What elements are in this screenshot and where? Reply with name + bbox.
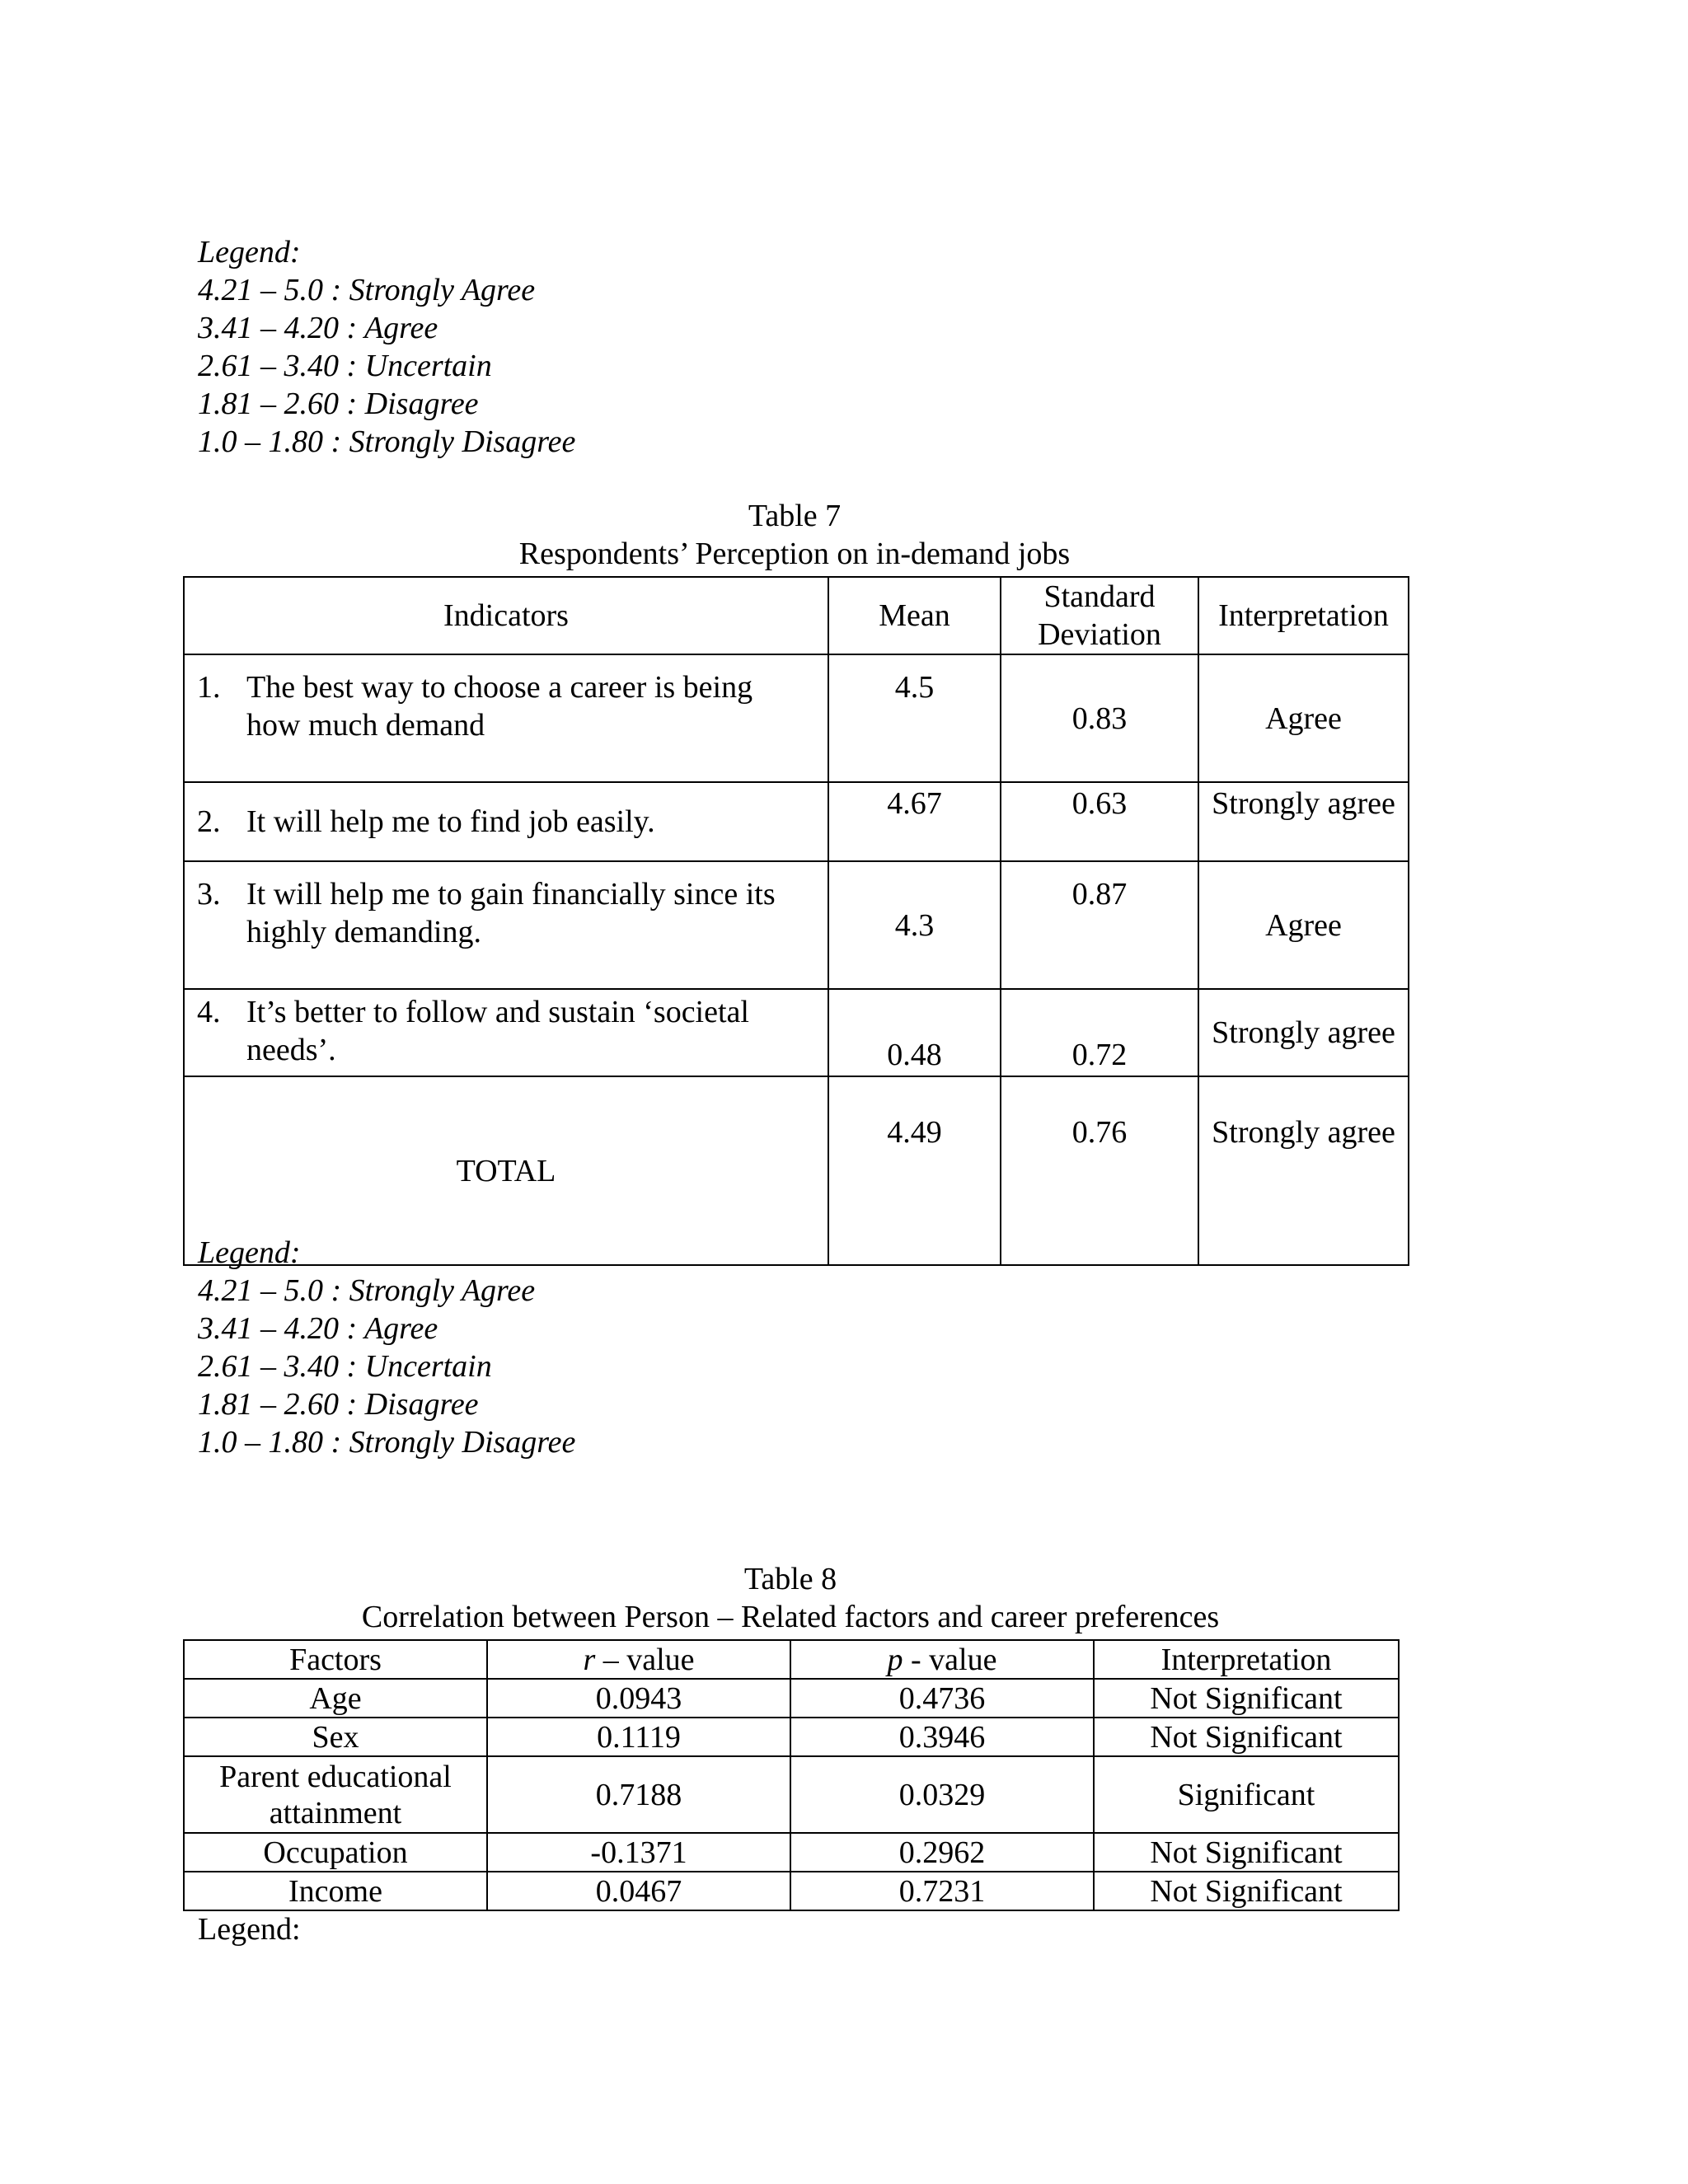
factor-cell: Parent educational attainment [184, 1756, 487, 1833]
interpretation-cell: Not Significant [1094, 1679, 1399, 1718]
sd-cell: 0.72 [1001, 989, 1198, 1076]
table-row [184, 782, 1409, 861]
sd-cell: 0.83 [1001, 654, 1198, 782]
p-value-cell: 0.7231 [790, 1872, 1094, 1910]
item-text: It will help me to gain financially since its highly demanding. [246, 877, 776, 949]
p-suffix: - value [903, 1642, 997, 1677]
r-suffix: – value [595, 1642, 695, 1677]
legend-line: 1.0 – 1.80 : Strongly Disagree [198, 1425, 576, 1460]
header-standard-deviation: Standard Deviation [1001, 577, 1198, 654]
indicator-cell [184, 782, 828, 861]
total-mean: 4.49 [828, 1076, 1001, 1265]
table-8-number: Table 8 [743, 1562, 837, 1596]
legend-line: 2.61 – 3.40 : Uncertain [198, 349, 492, 383]
p-value-cell: 0.2962 [790, 1833, 1094, 1872]
factor-cell: Occupation [184, 1833, 487, 1872]
header-mean: Mean [828, 577, 1001, 654]
header-interpretation: Interpretation [1094, 1640, 1399, 1679]
interpretation-cell: Not Significant [1094, 1833, 1399, 1872]
interpretation-cell: Agree [1198, 861, 1409, 989]
table-7-number: Table 7 [748, 499, 842, 533]
header-interpretation: Interpretation [1198, 577, 1409, 654]
table-row [184, 1756, 1399, 1833]
r-symbol: r [583, 1642, 596, 1677]
legend-line: 1.0 – 1.80 : Strongly Disagree [198, 424, 576, 459]
total-label: TOTAL [184, 1076, 828, 1265]
indicator-cell [184, 989, 828, 1076]
legend-line: 2.61 – 3.40 : Uncertain [198, 1349, 492, 1384]
item-number: 4. [197, 995, 221, 1029]
table-7-title: Respondents’ Perception on in-demand jobs [518, 537, 1071, 571]
legend-middle [198, 1234, 575, 1461]
total-sd: 0.76 [1001, 1076, 1198, 1265]
header-r-value [487, 1640, 790, 1679]
indicator-cell [184, 861, 828, 989]
table-7-caption [183, 497, 1406, 573]
legend-line: 3.41 – 4.20 : Agree [198, 311, 438, 345]
table-row [184, 1718, 1399, 1756]
interpretation-cell: Agree [1198, 654, 1409, 782]
interpretation-cell: Not Significant [1094, 1718, 1399, 1756]
table-row [184, 1679, 1399, 1718]
legend-line: 4.21 – 5.0 : Strongly Agree [198, 1273, 536, 1308]
table-row [184, 989, 1409, 1076]
sd-cell: 0.63 [1001, 782, 1198, 861]
legend-bottom: Legend: [198, 1912, 301, 1947]
header-factors: Factors [184, 1640, 487, 1679]
mean-cell: 4.3 [828, 861, 1001, 989]
mean-cell: 4.5 [828, 654, 1001, 782]
p-symbol: p [887, 1642, 903, 1677]
item-number: 3. [197, 877, 221, 912]
r-value-cell: -0.1371 [487, 1833, 790, 1872]
item-text: It’s better to follow and sustain ‘societal needs’. [246, 995, 749, 1067]
p-value-cell: 0.4736 [790, 1679, 1094, 1718]
interpretation-cell: Strongly agree [1198, 782, 1409, 861]
item-number: 2. [197, 804, 221, 839]
legend-line: 4.21 – 5.0 : Strongly Agree [198, 273, 536, 307]
factor-cell: Age [184, 1679, 487, 1718]
sd-cell: 0.87 [1001, 861, 1198, 989]
item-text: The best way to choose a career is being how much demand [246, 670, 753, 743]
table-row [184, 654, 1409, 782]
table-8 [183, 1639, 1400, 1911]
r-value-cell: 0.0943 [487, 1679, 790, 1718]
legend-top [198, 233, 575, 461]
item-number: 1. [197, 670, 221, 705]
indicator-cell [184, 654, 828, 782]
legend-line: 1.81 – 2.60 : Disagree [198, 1387, 479, 1422]
header-p-value [790, 1640, 1094, 1679]
header-indicators: Indicators [184, 577, 828, 654]
table-8-caption [183, 1560, 1398, 1636]
table-header-row [184, 577, 1409, 654]
factor-cell: Income [184, 1872, 487, 1910]
table-row [184, 1833, 1399, 1872]
p-value-cell: 0.0329 [790, 1756, 1094, 1833]
factor-cell: Sex [184, 1718, 487, 1756]
legend-title: Legend: [198, 235, 301, 269]
item-text: It will help me to find job easily. [246, 804, 655, 839]
interpretation-cell: Significant [1094, 1756, 1399, 1833]
legend-line: 1.81 – 2.60 : Disagree [198, 387, 479, 421]
table-7 [183, 576, 1409, 1266]
r-value-cell: 0.7188 [487, 1756, 790, 1833]
legend-title: Legend: [198, 1235, 301, 1270]
interpretation-cell: Strongly agree [1198, 989, 1409, 1076]
interpretation-cell: Not Significant [1094, 1872, 1399, 1910]
mean-cell: 4.67 [828, 782, 1001, 861]
table-row [184, 861, 1409, 989]
r-value-cell: 0.0467 [487, 1872, 790, 1910]
p-value-cell: 0.3946 [790, 1718, 1094, 1756]
table-row [184, 1872, 1399, 1910]
mean-cell: 0.48 [828, 989, 1001, 1076]
legend-line: 3.41 – 4.20 : Agree [198, 1311, 438, 1346]
table-header-row [184, 1640, 1399, 1679]
r-value-cell: 0.1119 [487, 1718, 790, 1756]
total-interpretation: Strongly agree [1198, 1076, 1409, 1265]
table-8-title: Correlation between Person – Related factors and career preferences [361, 1600, 1220, 1634]
